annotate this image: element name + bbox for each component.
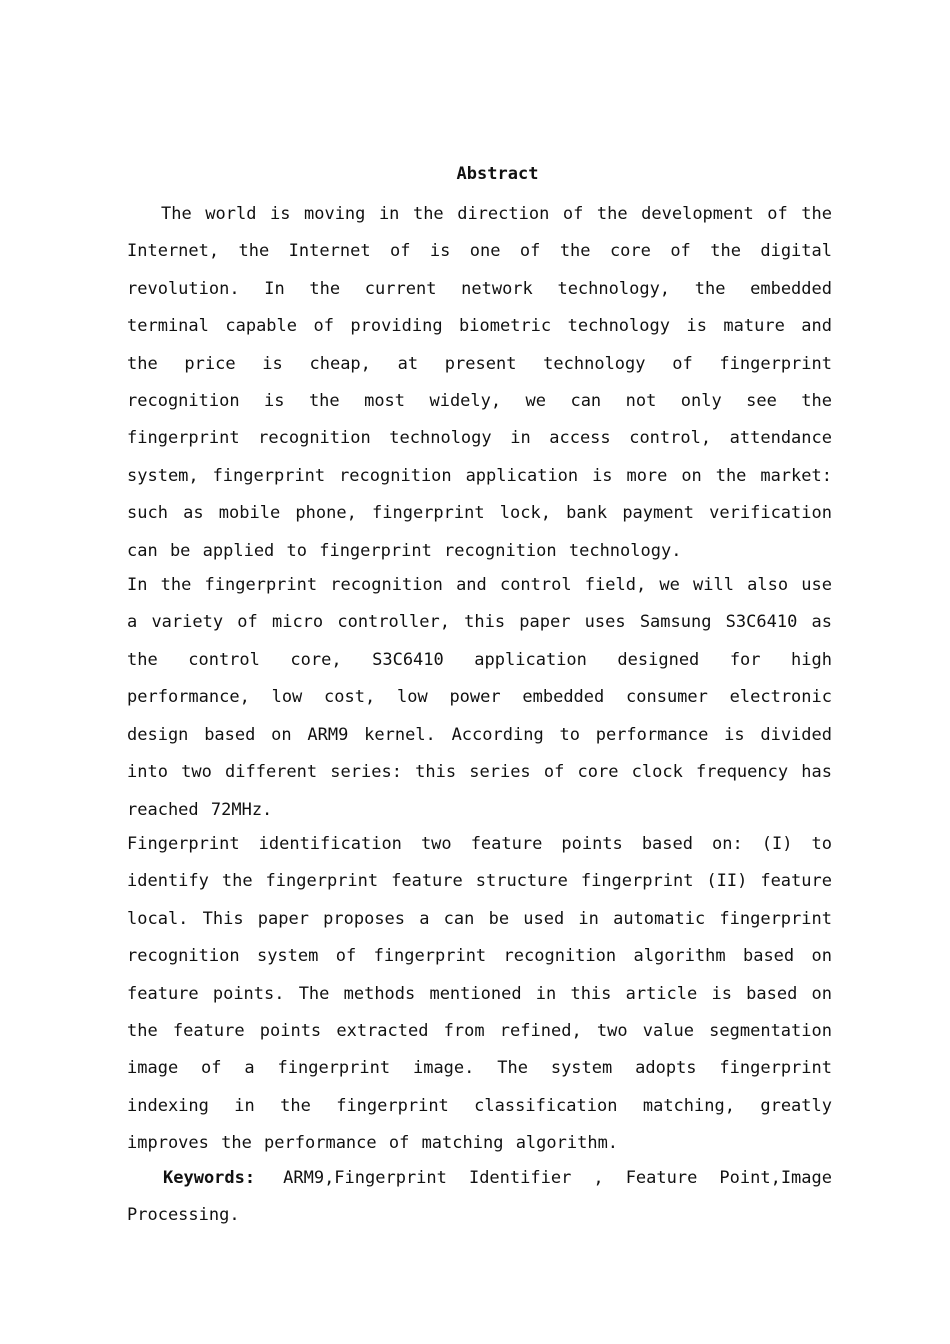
abstract-section xyxy=(127,160,832,1234)
keywords-line xyxy=(127,1160,832,1235)
abstract-paragraph-2: In the fingerprint recognition and control field, we will also use a variety of micro controller, this paper uses Samsung S3C6410 as the control core, S3C6410 application designed for high performance, low cost, low power embedded consumer electronic design based on ARM9 kernel. According to performance is divided into two different series: this series of core clock frequency has reached 72MHz. xyxy=(127,575,832,820)
abstract-paragraph-1: The world is moving in the direction of the development of the Internet, the Internet of is one of the core of the digital revolution. In the current network technology, the embedded terminal capable of providing biometric technology is mature and the price is cheap, at present technology of fingerprint recognition is the most widely, we can not only see the fingerprint recognition technology in access control, attendance system, fingerprint recognition application is more on the market: such as mobile phone, fingerprint lock, bank payment verification can be applied to fingerprint recognition technology. xyxy=(127,204,832,561)
abstract-title: Abstract xyxy=(456,164,539,184)
abstract-paragraph-3: Fingerprint identification two feature points based on: (I) to identify the fingerprint feature structure fingerprint (II) feature local. This paper proposes a can be used in automatic fingerprint recognition system of fingerprint recognition algorithm based on feature points. The methods mentioned in this article is based on the feature points extracted from refined, two value segmentation image of a fingerprint image. The system adopts fingerprint indexing in the fingerprint classification matching, greatly improves the performance of matching algorithm. xyxy=(127,833,832,1154)
keywords-label: Keywords: xyxy=(163,1167,256,1188)
keywords-text: ARM9,Fingerprint Identifier , Feature Point,Image Processing. xyxy=(127,1167,832,1225)
